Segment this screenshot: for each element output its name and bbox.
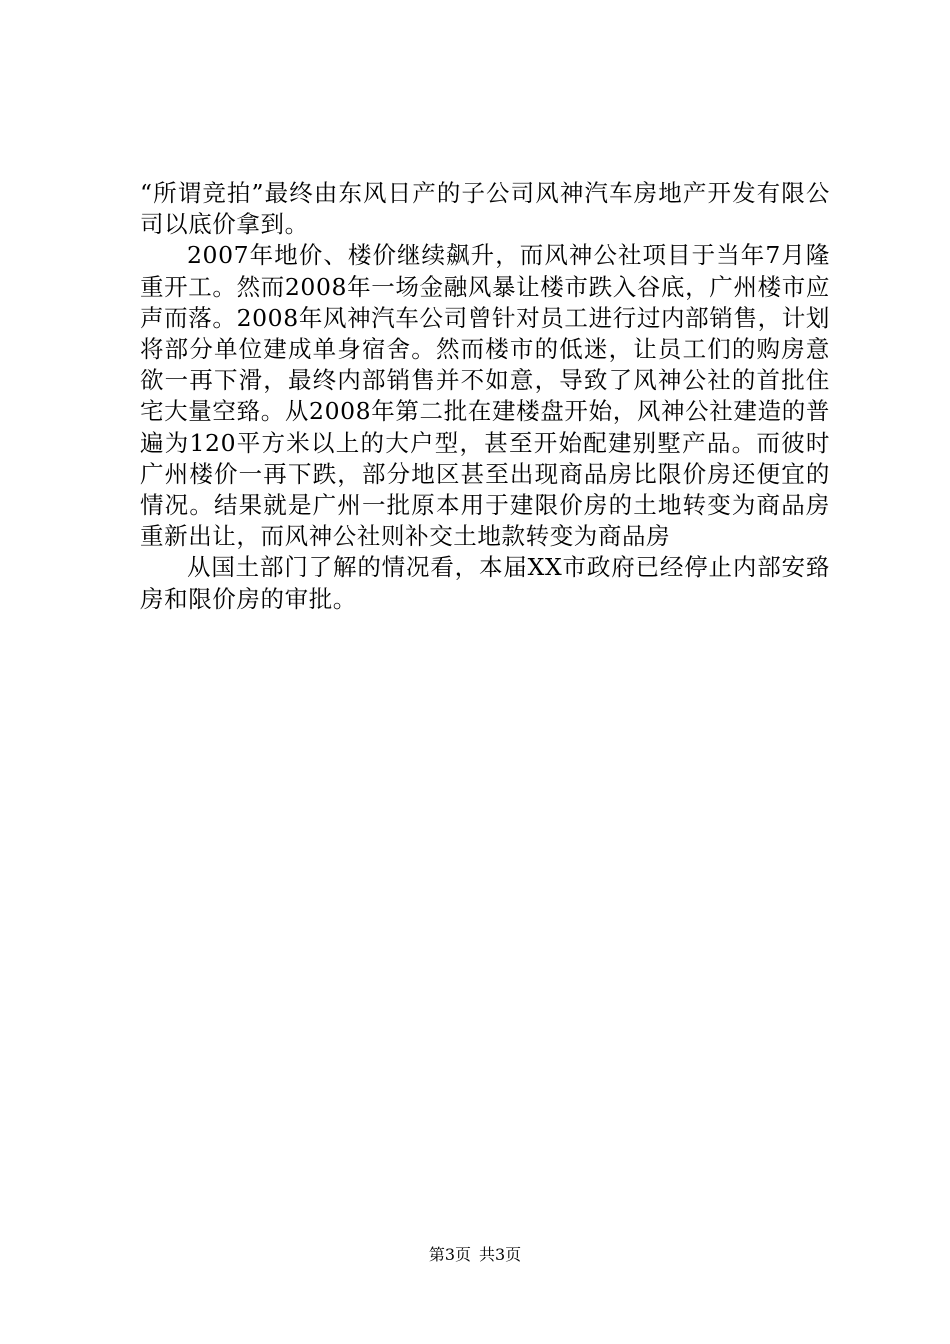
paragraph-2: 2007年地价、楼价继续飙升，而风神公社项目于当年7月隆重开工。然而2008年一场金融风暴让楼市跌入谷底，广州楼市应声而落。2008年风神汽车公司曾针对员工进行过内部销售，计划将部分单位建成单身宿舍。然而楼市的低迷，让员工们的购房意欲一再下滑，最终内部销售并不如意，导致了风神公社的首批住宅大量空臵。从2008年第二批在建楼盘开始，风神公社建造的普遍为120平方米以上的大户型，甚至开始配建别墅产品。而彼时广州楼价一再下跌，部分地区甚至出现商品房比限价房还便宜的情况。结果就是广州一批原本用于建限价房的土地转变为商品房重新出让，而风神公社则补交土地款转变为商品房 [140,241,830,551]
page-number-current: 第3页 [428,1245,471,1264]
page-footer [0,1245,950,1265]
document-body [140,178,830,615]
paragraph-1: “所谓竞拍”最终由东风日产的子公司风神汽车房地产开发有限公司以底价拿到。 [140,179,830,239]
page-number-total: 共3页 [479,1245,522,1264]
paragraph-3: 从国土部门了解的情况看，本届XX市政府已经停止内部安臵房和限价房的审批。 [140,553,830,613]
